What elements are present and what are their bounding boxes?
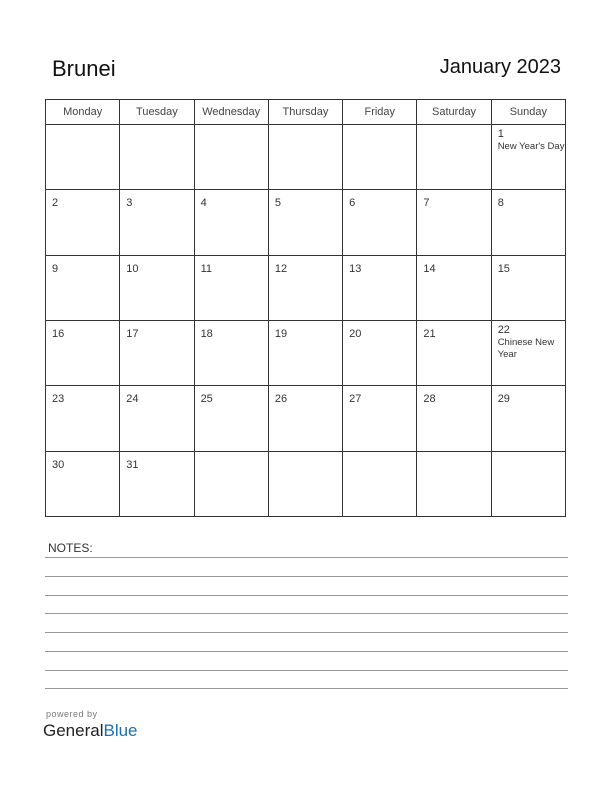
holiday-label: Chinese New Year: [497, 336, 555, 360]
day-number: 24: [126, 393, 139, 406]
calendar-day-cell: [343, 125, 417, 190]
weekday-header: Tuesday: [120, 100, 194, 125]
day-number: [343, 125, 416, 132]
month-year-title: January 2023: [439, 56, 561, 78]
calendar-day-cell: [491, 451, 565, 516]
calendar-day-cell: [194, 386, 268, 451]
day-number: 31: [126, 458, 139, 471]
calendar-week-row: [46, 320, 566, 385]
calendar-day-cell: [343, 386, 417, 451]
day-number: 14: [423, 262, 436, 275]
day-number: 3: [126, 197, 133, 210]
day-number: 9: [52, 262, 59, 275]
day-number: 22: [497, 323, 510, 336]
weekday-header: Friday: [343, 100, 417, 125]
calendar-day-cell: [194, 320, 268, 385]
weekday-header: Sunday: [491, 100, 565, 125]
day-number: 16: [52, 327, 65, 340]
calendar-day-cell: [343, 451, 417, 516]
calendar-day-cell: [268, 451, 342, 516]
day-number: 1: [497, 128, 504, 140]
calendar-day-cell: [491, 386, 565, 451]
calendar-day-cell: [268, 386, 342, 451]
calendar-day-cell: [417, 451, 491, 516]
day-number: [269, 125, 342, 132]
calendar-day-cell: [46, 451, 120, 516]
calendar-day-cell: [120, 320, 194, 385]
day-number: 8: [497, 197, 504, 210]
day-number: 15: [497, 262, 510, 275]
calendar-day-cell: [343, 190, 417, 255]
day-number: 11: [200, 262, 212, 275]
day-number: 26: [274, 393, 288, 406]
calendar-day-cell: [120, 125, 194, 190]
note-line: [45, 670, 568, 671]
calendar-day-cell: [120, 451, 194, 516]
weekday-header: Saturday: [417, 100, 491, 125]
note-line: [45, 557, 568, 558]
day-number: 4: [200, 197, 207, 210]
calendar-week-row: [46, 255, 566, 320]
calendar-day-cell: [343, 320, 417, 385]
brand-logo[interactable]: [43, 721, 138, 741]
day-number: [492, 452, 565, 459]
day-number: [417, 125, 490, 132]
powered-by-text: powered by: [46, 709, 98, 719]
notes-label: NOTES:: [48, 541, 93, 555]
calendar-day-cell: [46, 125, 120, 190]
calendar-day-cell: [194, 255, 268, 320]
calendar-day-cell: [268, 255, 342, 320]
day-number: 12: [274, 262, 288, 275]
country-title: Brunei: [52, 56, 116, 81]
calendar-day-cell: [194, 451, 268, 516]
calendar-day-cell: [491, 255, 565, 320]
calendar-day-cell: [417, 255, 491, 320]
day-number: [195, 125, 268, 132]
day-number: 28: [423, 393, 436, 406]
holiday-label: New Year's Day: [497, 141, 565, 152]
weekday-header: Thursday: [268, 100, 342, 125]
calendar-day-cell: [417, 386, 491, 451]
calendar-day-cell: [491, 190, 565, 255]
calendar-day-cell: [417, 190, 491, 255]
day-number: 21: [423, 327, 436, 340]
calendar-day-cell: [417, 125, 491, 190]
day-number: 27: [349, 393, 362, 406]
calendar-day-cell: [194, 190, 268, 255]
calendar-day-cell: [46, 386, 120, 451]
note-line: [45, 651, 568, 652]
day-number: 23: [52, 393, 65, 406]
calendar-day-cell: [120, 255, 194, 320]
calendar-day-cell: [417, 320, 491, 385]
calendar-week-row: [46, 190, 566, 255]
day-number: 18: [200, 327, 213, 340]
calendar-day-cell: [120, 386, 194, 451]
day-number: 7: [423, 197, 430, 210]
calendar-day-cell: [268, 125, 342, 190]
weekday-header-row: [46, 100, 566, 125]
note-line: [45, 688, 568, 689]
calendar-day-cell: [46, 255, 120, 320]
day-number: [343, 452, 416, 459]
calendar-day-cell: [343, 255, 417, 320]
calendar-grid: [45, 99, 566, 517]
day-number: [195, 452, 268, 459]
day-number: [269, 452, 342, 459]
day-number: 29: [497, 393, 510, 406]
note-line: [45, 613, 568, 614]
calendar-day-cell: [268, 190, 342, 255]
calendar-day-cell: [46, 190, 120, 255]
day-number: 19: [274, 327, 288, 340]
note-line: [45, 576, 568, 577]
calendar-day-cell: [268, 320, 342, 385]
day-number: [46, 125, 119, 132]
calendar-week-row: [46, 125, 566, 190]
calendar-day-cell: [194, 125, 268, 190]
day-number: 10: [126, 262, 139, 275]
day-number: 20: [349, 327, 362, 340]
weekday-header: Monday: [46, 100, 120, 125]
day-number: 30: [52, 458, 65, 471]
calendar-day-cell: [491, 320, 565, 385]
calendar-week-row: [46, 386, 566, 451]
weekday-header: Wednesday: [194, 100, 268, 125]
note-line: [45, 595, 568, 596]
day-number: 13: [349, 262, 362, 275]
calendar-day-cell: [120, 190, 194, 255]
day-number: 5: [274, 197, 281, 210]
day-number: 2: [52, 197, 59, 210]
note-line: [45, 632, 568, 633]
calendar-week-row: [46, 451, 566, 516]
calendar-day-cell: [491, 125, 565, 190]
day-number: [120, 125, 193, 132]
brand-name-part2: Blue: [103, 721, 138, 740]
day-number: [417, 452, 490, 459]
calendar-day-cell: [46, 320, 120, 385]
day-number: 6: [349, 197, 356, 210]
day-number: 25: [200, 393, 213, 406]
day-number: 17: [126, 327, 139, 340]
brand-name-part1: General: [43, 721, 104, 740]
